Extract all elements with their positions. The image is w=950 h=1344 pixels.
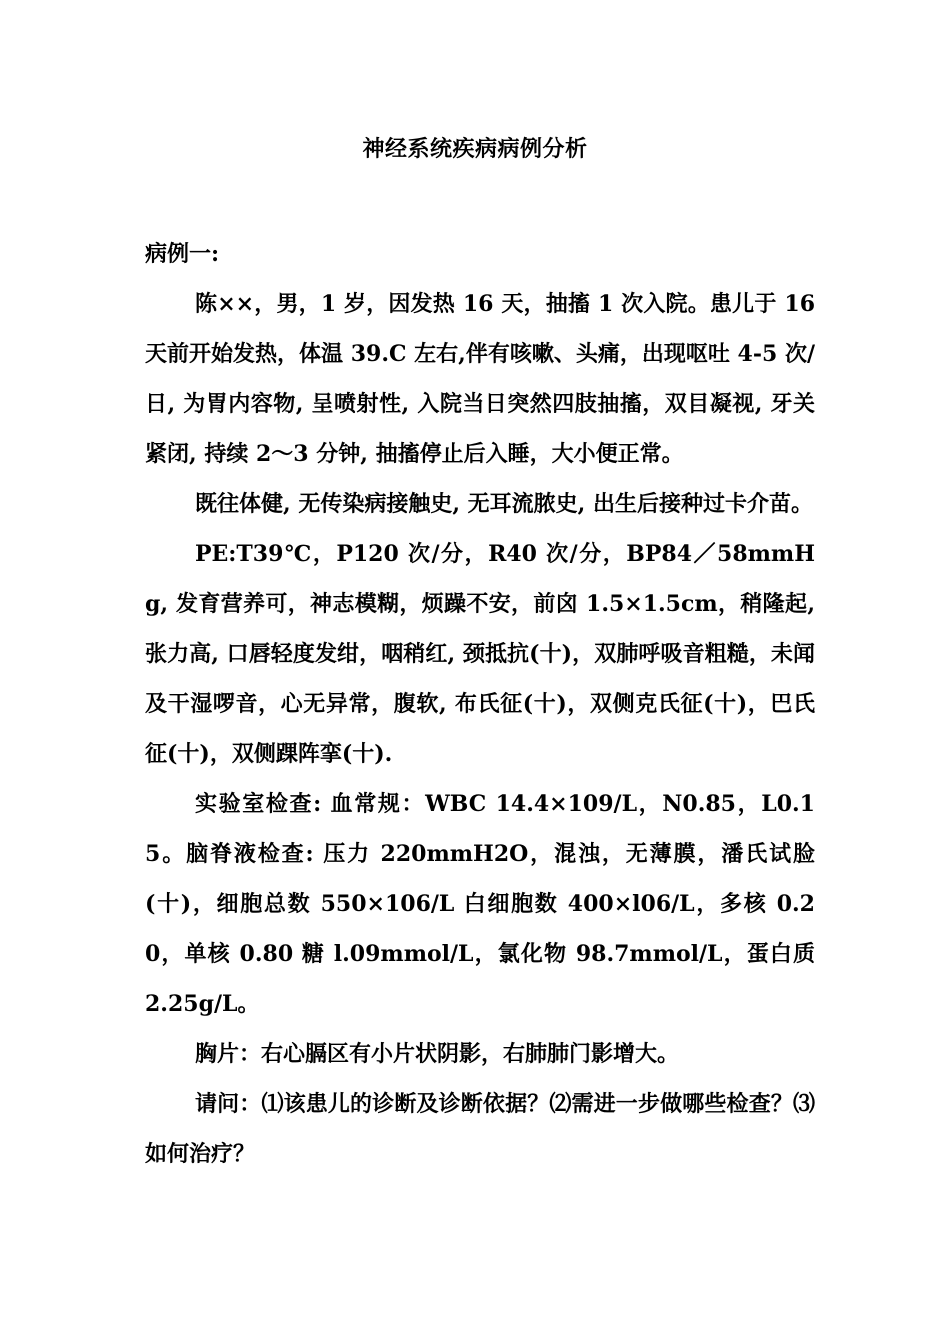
physical-exam-paragraph: PE:T39℃，P120 次/分，R40 次/分，BP84／58mmHg, 发育营养可，神志模糊，烦躁不安，前囟 1.5×1.5cm，稍隆起, 张力高, 口唇轻度发绀，咽稍红, 颈抵抗(十)，双肺呼吸音粗糙，未闻及干湿啰音，心无异常，腹软, 布氏征(十)，双侧克氏征(十)，巴氏征(十)，双侧踝阵挛(十). bbox=[145, 541, 815, 767]
chest-xray-paragraph: 胸片：右心膈区有小片状阴影，右肺肺门影增大。 bbox=[195, 1041, 680, 1067]
case-heading: 病例一: bbox=[145, 241, 220, 267]
case-history-paragraph: 陈××，男，1 岁，因发热 16 天，抽搐 1 次入院。患儿于 16 天前开始发热，体温 39.C 左右,伴有咳嗽、头痛，出现呕吐 4-5 次/日, 为胃内容物, 呈喷射性, 入院当日突然四肢抽搐，双目凝视, 牙关紧闭, 持续 2～3 分钟, 抽搐停止后入睡，大小便正常。 bbox=[145, 291, 815, 467]
document-title: 神经系统疾病病例分析 bbox=[362, 136, 588, 162]
past-history-paragraph: 既往体健, 无传染病接触史, 无耳流脓史, 出生后接种过卡介苗。 bbox=[195, 491, 813, 517]
lab-tests-paragraph: 实验室检查: 血常规：WBC 14.4×109/L，N0.85，L0.15。脑脊液检查: 压力 220mmH2O，混浊，无薄膜，潘氏试脸(十)，细胞总数 550×106/L 白细胞数 400×l06/L，多核 0.20，单核 0.80 糖 l.09mmol/L，氯化物 98.7mmol/L，蛋白质 2.25g/L。 bbox=[145, 791, 815, 1017]
document-body bbox=[145, 229, 815, 1179]
questions-paragraph: 请问：⑴该患儿的诊断及诊断依据？⑵需进一步做哪些检查？⑶如何治疗？ bbox=[145, 1091, 815, 1167]
